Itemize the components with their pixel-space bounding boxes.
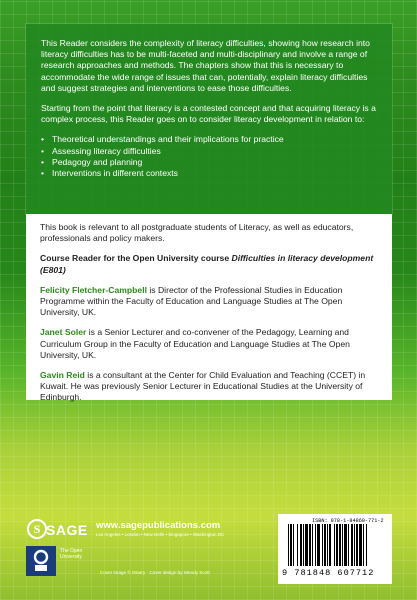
barcode-bar — [336, 524, 338, 566]
author-name: Felicity Fletcher-Campbell — [40, 284, 147, 295]
barcode-bar — [305, 524, 308, 566]
blurb-paragraph-2: Starting from the point that literacy is a contested concept and that acquiring literacy is a complex process, this Reader goes on to consider literacy development in relation to: — [41, 103, 376, 125]
barcode-bar — [309, 524, 311, 566]
barcode-bar — [354, 524, 355, 566]
back-cover-blurb — [26, 24, 392, 214]
barcode-bar — [288, 524, 289, 566]
barcode-bar — [351, 524, 353, 566]
barcode-bar — [363, 524, 364, 566]
barcode-icon — [286, 524, 384, 568]
isbn-digits: 9 781848 607712 — [282, 568, 375, 578]
author-name: Gavin Reid — [40, 370, 85, 381]
topic-item: • Theoretical understandings and their implications for practice — [41, 134, 377, 145]
barcode-bar — [300, 524, 302, 566]
blurb-paragraph-1: This Reader considers the complexity of literacy difficulties, showing how research into literacy difficulties has to be multi-faceted and multi-disciplinary and involve a range of research approaches and methods. The chapters show that this is necessary to accommodate the wide range of issues that can, potentially, explain literacy difficulties and suggest strategies and interventions to ease those difficulties. — [41, 38, 370, 93]
cover-footer — [26, 514, 392, 586]
barcode-bar — [312, 524, 313, 566]
publisher-url[interactable]: www.sagepublications.com — [96, 520, 221, 531]
author-bio — [40, 370, 378, 404]
course-reader-note — [40, 253, 378, 275]
info-panel — [26, 214, 392, 403]
barcode-bar — [324, 524, 326, 566]
svg-text:S: S — [33, 522, 41, 536]
course-reader-prefix: Course Reader for the Open University course — [40, 253, 232, 264]
topic-item: • Pedagogy and planning — [41, 157, 377, 168]
barcode-bar — [322, 524, 323, 566]
course-title: Difficulties in literacy development (E801) — [40, 253, 374, 275]
barcode-bar — [344, 524, 347, 566]
barcode-bar — [356, 524, 358, 566]
relevance-text: This book is relevant to all postgraduate students of Literacy, as well as educators, professionals and policy makers. — [40, 222, 354, 244]
isbn-label: ISBN: 978-1-84860-771-2 — [312, 518, 384, 524]
barcode-bar — [303, 524, 304, 566]
barcode-bar — [334, 524, 335, 566]
barcode-bar — [327, 524, 328, 566]
open-university-logo-icon — [26, 546, 56, 576]
barcode-bar — [315, 524, 316, 566]
author-bio-text: is Director of the Professional Studies in Education Programme within the Faculty of Education and Language Studies at The Open University, UK. — [40, 284, 343, 318]
author-bio-text: is a consultant at the Center for Child Evaluation and Teaching (CCET) in Kuwait. He was previously Senior Lecturer in Educational Studies at the University of Edinburgh. — [40, 370, 366, 403]
author-bio-text: is a Senior Lecturer and co-convener of the Pedagogy, Learning and Curriculum Group in the Faculty of Education and Language Studies at The Open University, UK. — [40, 327, 350, 360]
barcode-bar — [293, 524, 294, 566]
barcode-bar — [297, 524, 298, 566]
topic-list — [41, 134, 377, 179]
sage-wordmark: SAGE — [46, 522, 88, 538]
barcode-bar — [339, 524, 341, 566]
publisher-cities: Los Angeles • London • New Delhi • Singapore • Washington DC — [96, 532, 225, 537]
author-name: Janet Soler — [40, 327, 87, 338]
isbn-barcode — [278, 514, 392, 584]
barcode-bar — [317, 524, 320, 566]
author-bio — [40, 327, 378, 361]
sage-logo-block — [26, 518, 232, 542]
barcode-bar — [329, 524, 331, 566]
barcode-bar — [342, 524, 343, 566]
barcode-bar — [290, 524, 292, 566]
open-university-text: The Open University — [60, 548, 83, 560]
barcode-bar — [348, 524, 349, 566]
barcode-bar — [359, 524, 362, 566]
topic-item: • Interventions in different contexts — [41, 168, 377, 179]
topic-item: • Assessing literacy difficulties — [41, 146, 377, 157]
author-bio — [40, 285, 378, 319]
cover-credits: Cover image © iStarry · Cover design by Wendy Scott — [100, 570, 210, 575]
barcode-bar — [366, 524, 367, 566]
sage-logo-icon — [26, 518, 48, 540]
